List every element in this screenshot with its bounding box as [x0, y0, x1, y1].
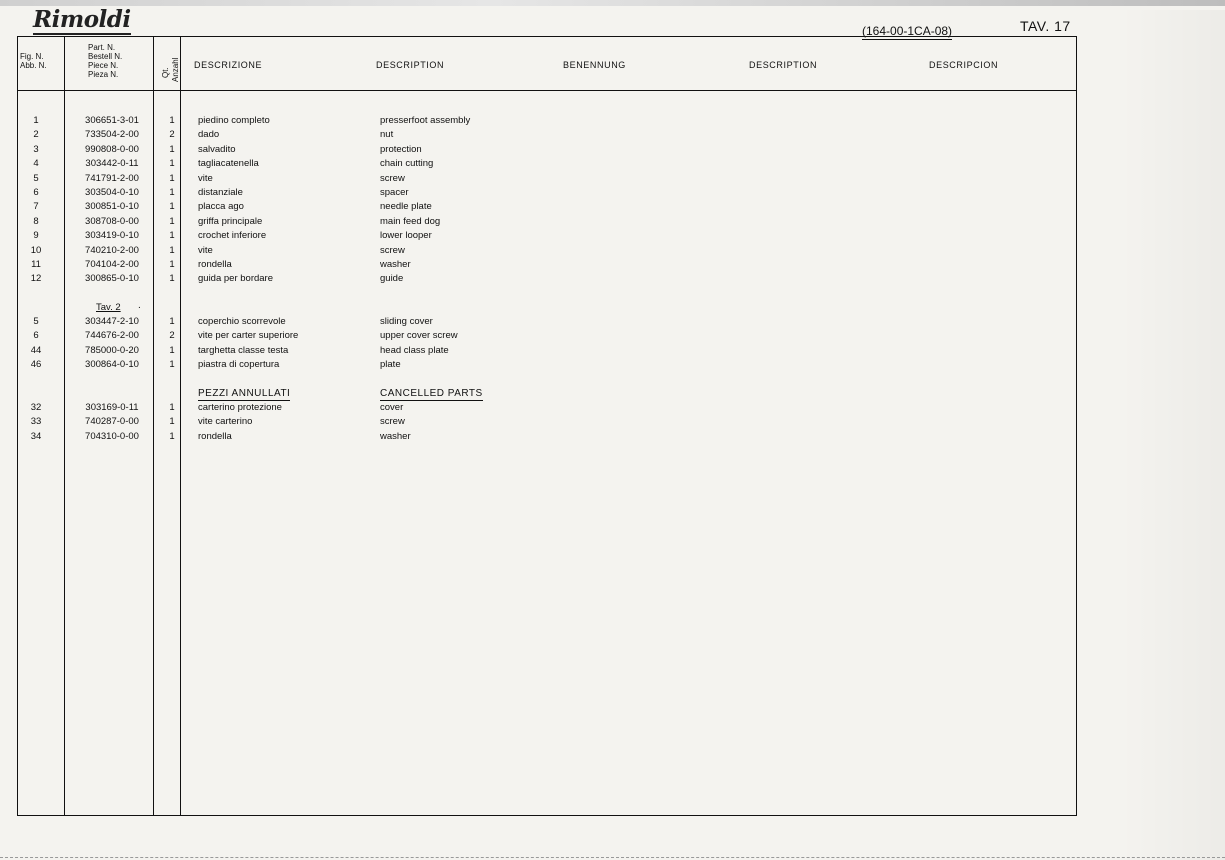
brand-logo: Rimoldi	[33, 6, 131, 33]
cell-part: 300851-0-10	[85, 201, 139, 213]
cell-en: main feed dog	[380, 215, 441, 227]
cell-it: coperchio scorrevole	[198, 316, 286, 327]
cell-it: salvadito	[198, 143, 236, 155]
cell-part: 741791-2-00	[85, 172, 139, 184]
cell-qty: 1	[169, 230, 175, 242]
cell-en: washer	[380, 259, 411, 270]
cell-it: rondella	[198, 259, 232, 270]
cell-part: 704310-0-00	[85, 430, 139, 442]
tav2-label: Tav. 2	[96, 302, 121, 313]
cell-it: vite carterino	[198, 416, 253, 428]
cell-fig: 7	[33, 201, 39, 213]
cell-it: carterino protezione	[198, 402, 282, 413]
cell-en: head class plate	[380, 344, 449, 356]
cancelled-title-english: CANCELLED PARTS	[380, 388, 483, 399]
scan-shading	[1120, 10, 1225, 860]
cell-qty: 1	[169, 172, 175, 184]
cell-fig: 6	[33, 187, 39, 198]
cell-part: 303447-2-10	[85, 316, 139, 327]
cell-part: 990808-0-00	[85, 143, 139, 155]
cell-it: guida per bordare	[198, 273, 273, 285]
cell-part: 785000-0-20	[85, 344, 139, 356]
cell-it: griffa principale	[198, 215, 263, 227]
cell-en: plate	[380, 359, 401, 371]
cell-it: piastra di copertura	[198, 359, 280, 371]
cell-en: screw	[380, 244, 405, 256]
cell-en: nut	[380, 129, 394, 141]
header-desc-english: DESCRIPTION	[376, 60, 445, 70]
plate-number: TAV. 17	[1020, 18, 1071, 34]
cell-part: 740210-2-00	[85, 244, 139, 256]
cell-qty: 1	[169, 259, 175, 270]
column-divider-qty	[180, 36, 181, 816]
header-desc-italian: DESCRIZIONE	[194, 60, 263, 70]
cell-en: screw	[380, 416, 405, 428]
cell-fig: 1	[33, 115, 39, 126]
cell-it: tagliacatenella	[198, 158, 259, 170]
cell-fig: 11	[31, 259, 41, 270]
header-part-number: Part. N. Bestell N. Piece N. Pieza N.	[88, 43, 123, 79]
cell-en: upper cover screw	[380, 330, 458, 342]
cancelled-title-italian: PEZZI ANNULLATI	[198, 388, 291, 399]
cell-it: piedino completo	[198, 115, 270, 126]
reference-code: (164-00-1CA-08)	[862, 24, 953, 38]
cell-part: 733504-2-00	[85, 129, 139, 141]
column-divider-fig	[64, 36, 65, 816]
cell-qty: 2	[169, 129, 175, 141]
header-desc-german: BENENNUNG	[563, 60, 626, 70]
cell-en: spacer	[380, 187, 409, 198]
header-quantity: Qt. Anzahl	[161, 57, 180, 82]
cell-qty: 1	[169, 244, 175, 256]
cell-fig: 34	[30, 430, 42, 442]
cell-it: crochet inferiore	[198, 230, 267, 242]
header-desc-french: DESCRIPTION	[749, 60, 818, 70]
cell-part: 300865-0-10	[85, 273, 139, 285]
cell-part: 740287-0-00	[85, 416, 139, 428]
cell-fig: 44	[30, 344, 42, 356]
cell-en: needle plate	[380, 201, 432, 213]
header-fig: Fig. N. Abb. N.	[20, 52, 47, 70]
cell-qty: 1	[169, 316, 175, 327]
cell-en: screw	[380, 172, 405, 184]
cell-fig: 2	[33, 129, 39, 141]
cell-qty: 1	[169, 430, 175, 442]
cell-part: 308708-0-00	[85, 215, 139, 227]
cell-en: guide	[380, 273, 404, 285]
cell-qty: 1	[169, 344, 175, 356]
cell-part: 303504-0-10	[85, 187, 139, 198]
cell-part: 744676-2-00	[85, 330, 139, 342]
column-divider-part	[153, 36, 154, 816]
cell-fig: 32	[30, 402, 42, 413]
header-divider	[17, 90, 1077, 91]
cell-it: vite	[198, 244, 213, 256]
cell-fig: 10	[30, 244, 42, 256]
cell-en: cover	[380, 402, 404, 413]
cell-fig: 46	[30, 359, 42, 371]
cell-part: 303442-0-11	[85, 158, 139, 170]
cell-qty: 1	[169, 273, 175, 285]
cell-en: presserfoot assembly	[380, 115, 471, 126]
cell-it: vite	[198, 172, 213, 184]
cell-qty: 1	[169, 416, 175, 428]
cell-part: 303169-0-11	[85, 402, 139, 413]
cell-qty: 1	[169, 402, 175, 413]
cell-fig: 6	[33, 330, 39, 342]
cell-fig: 4	[33, 158, 39, 170]
header-desc-spanish: DESCRIPCION	[929, 60, 999, 70]
cell-qty: 1	[169, 215, 175, 227]
cell-qty: 2	[169, 330, 175, 342]
cell-part: 704104-2-00	[85, 259, 139, 270]
cell-fig: 9	[33, 230, 39, 242]
cell-fig: 3	[33, 143, 39, 155]
cell-fig: 5	[33, 172, 39, 184]
cell-part: 300864-0-10	[85, 359, 139, 371]
tav2-mark: .	[138, 300, 141, 311]
cell-qty: 1	[169, 115, 175, 126]
cell-fig: 12	[30, 273, 42, 285]
cell-en: chain cutting	[380, 158, 434, 170]
cell-qty: 1	[169, 359, 175, 371]
scan-top-edge	[0, 0, 1225, 6]
cell-it: dado	[198, 129, 220, 141]
cell-it: vite per carter superiore	[198, 330, 299, 342]
cell-it: placca ago	[198, 201, 244, 213]
cell-fig: 8	[33, 215, 39, 227]
cell-part: 303419-0-10	[85, 230, 139, 242]
cell-it: rondella	[198, 430, 232, 442]
cell-qty: 1	[169, 143, 175, 155]
cell-en: protection	[380, 143, 422, 155]
cell-en: sliding cover	[380, 316, 433, 327]
cell-it: targhetta classe testa	[198, 344, 289, 356]
cell-en: washer	[380, 430, 411, 442]
cell-it: distanziale	[198, 187, 243, 198]
cell-qty: 1	[169, 201, 175, 213]
cell-qty: 1	[169, 158, 175, 170]
cell-fig: 5	[33, 316, 39, 327]
cell-fig: 33	[30, 416, 42, 428]
cell-en: lower looper	[380, 230, 432, 242]
cell-qty: 1	[169, 187, 175, 198]
cell-part: 306651-3-01	[85, 115, 139, 126]
scan-bottom-edge	[0, 857, 1225, 858]
